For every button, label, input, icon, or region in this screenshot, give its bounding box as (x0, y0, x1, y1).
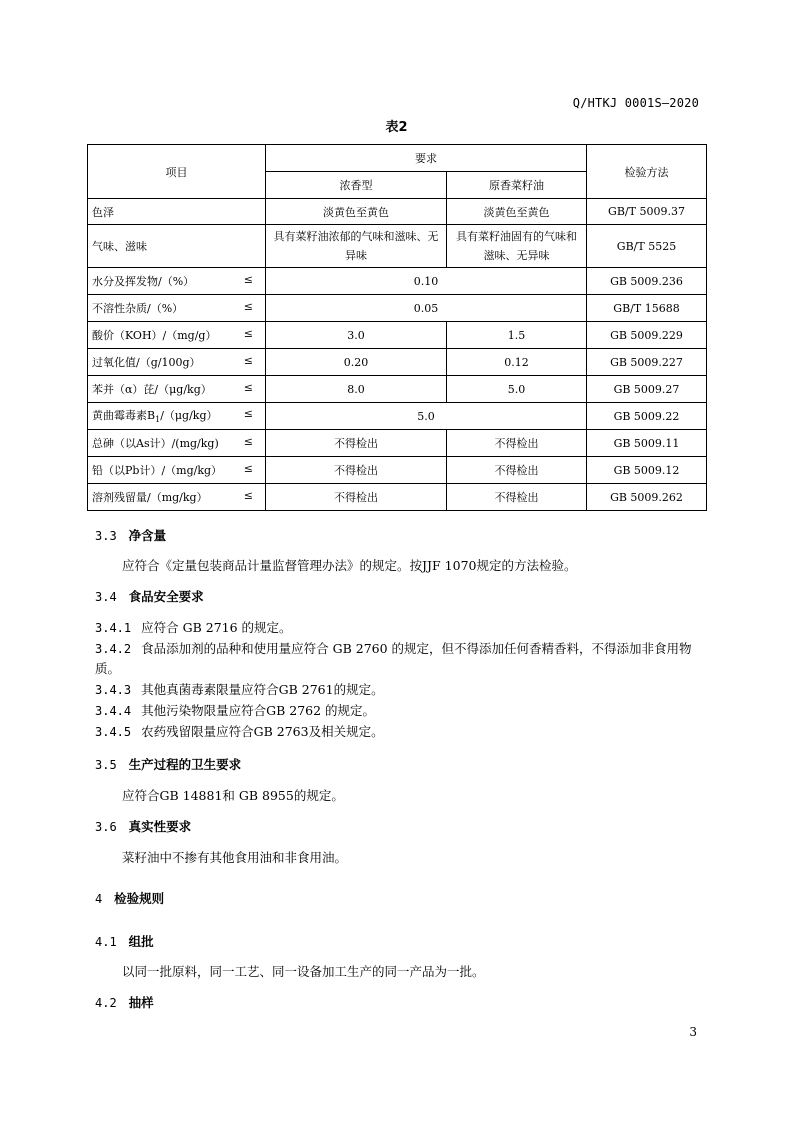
row-value: 0.10 (266, 268, 587, 295)
row-value-type1: 不得检出 (266, 457, 447, 484)
row-method: GB/T 5525 (587, 225, 707, 268)
row-method: GB/T 15688 (587, 295, 707, 322)
row-label: 水分及挥发物/（%） ≤ (88, 268, 266, 295)
header-type2: 原香菜籽油 (447, 172, 587, 199)
table-row (88, 295, 707, 322)
header-requirement: 要求 (266, 145, 587, 172)
row-method: GB 5009.11 (587, 430, 707, 457)
row-label: 总砷（以As计）/(mg/kg) ≤ (88, 430, 266, 457)
row-method: GB 5009.236 (587, 268, 707, 295)
row-method: GB 5009.12 (587, 457, 707, 484)
section-3-4-heading: 3.4 食品安全要求 (95, 589, 204, 604)
section-3-6-heading: 3.6 真实性要求 (95, 819, 192, 834)
page-number: 3 (689, 1025, 697, 1039)
row-value-type1: 0.20 (266, 349, 447, 376)
row-label: 酸价（KOH）/（mg/g） ≤ (88, 322, 266, 349)
row-label: 铅（以Pb计）/（mg/kg） ≤ (88, 457, 266, 484)
table-row (88, 457, 707, 484)
header-method: 检验方法 (587, 145, 707, 199)
table-row (88, 268, 707, 295)
row-label: 色泽 (88, 199, 266, 225)
table-row (88, 430, 707, 457)
row-value-type2: 淡黄色至黄色 (447, 199, 587, 225)
row-value-type1: 3.0 (266, 322, 447, 349)
header-item: 项目 (88, 145, 266, 199)
row-method: GB/T 5009.37 (587, 199, 707, 225)
row-value-type1: 8.0 (266, 376, 447, 403)
section-3-3-heading: 3.3 净含量 (95, 528, 167, 543)
table-row (88, 322, 707, 349)
row-value-type1: 具有菜籽油浓郁的气味和滋味、无异味 (266, 225, 447, 268)
row-value-type1: 不得检出 (266, 430, 447, 457)
section-4-1-text: 以同一批原料，同一工艺、同一设备加工生产的同一产品为一批。 (122, 964, 485, 979)
table-row (88, 349, 707, 376)
section-3-3-text: 应符合《定量包装商品计量监督管理办法》的规定。按JJF 1070规定的方法检验。 (122, 558, 577, 573)
row-label: 过氧化值/（g/100g） ≤ (88, 349, 266, 376)
row-value-type1: 不得检出 (266, 484, 447, 511)
row-value-type1: 淡黄色至黄色 (266, 199, 447, 225)
section-3-5-text: 应符合GB 14881和 GB 8955的规定。 (122, 788, 344, 803)
row-label: 苯并（α）芘/（μg/kg） ≤ (88, 376, 266, 403)
table-title: 表2 (385, 120, 408, 135)
row-method: GB 5009.227 (587, 349, 707, 376)
row-label: 溶剂残留量/（mg/kg） ≤ (88, 484, 266, 511)
clause-3-4-2: 3.4.2 食品添加剂的品种和使用量应符合 GB 2760 的规定，但不得添加任何香精香料，不得添加非食用物质。 (95, 641, 692, 676)
row-label: 不溶性杂质/（%） ≤ (88, 295, 266, 322)
row-value-type2: 不得检出 (447, 484, 587, 511)
row-label: 气味、滋味 (88, 225, 266, 268)
table-row (88, 484, 707, 511)
clause-3-4-3: 3.4.3 其他真菌毒素限量应符合GB 2761的规定。 (95, 682, 384, 697)
clause-3-4-4: 3.4.4 其他污染物限量应符合GB 2762 的规定。 (95, 703, 376, 718)
row-method: GB 5009.229 (587, 322, 707, 349)
row-method: GB 5009.27 (587, 376, 707, 403)
row-value: 0.05 (266, 295, 587, 322)
row-value-type2: 0.12 (447, 349, 587, 376)
header-type1: 浓香型 (266, 172, 447, 199)
section-4-2-heading: 4.2 抽样 (95, 995, 154, 1010)
table-row (88, 199, 707, 225)
section-3-6-text: 菜籽油中不掺有其他食用油和非食用油。 (122, 850, 348, 865)
section-4-1-heading: 4.1 组批 (95, 934, 154, 949)
row-value-type2: 不得检出 (447, 430, 587, 457)
row-value-type2: 具有菜籽油固有的气味和滋味、无异味 (447, 225, 587, 268)
section-4-heading: 4 检验规则 (95, 891, 165, 906)
row-value-type2: 5.0 (447, 376, 587, 403)
table-row (88, 225, 707, 268)
table-row (88, 403, 707, 430)
section-3-5-heading: 3.5 生产过程的卫生要求 (95, 757, 242, 772)
row-value-type2: 不得检出 (447, 457, 587, 484)
row-value: 5.0 (266, 403, 587, 430)
document-code: Q/HTKJ 0001S—2020 (572, 96, 699, 110)
row-value-type2: 1.5 (447, 322, 587, 349)
spec-table (87, 144, 707, 511)
clause-3-4-5: 3.4.5 农药残留限量应符合GB 2763及相关规定。 (95, 724, 384, 739)
row-label: 黄曲霉毒素$B_1/(\mu g/kg)$ ≤ (88, 403, 266, 430)
row-method: GB 5009.262 (587, 484, 707, 511)
table-row (88, 376, 707, 403)
row-method: GB 5009.22 (587, 403, 707, 430)
clause-3-4-1: 3.4.1 应符合 GB 2716 的规定。 (95, 620, 292, 635)
